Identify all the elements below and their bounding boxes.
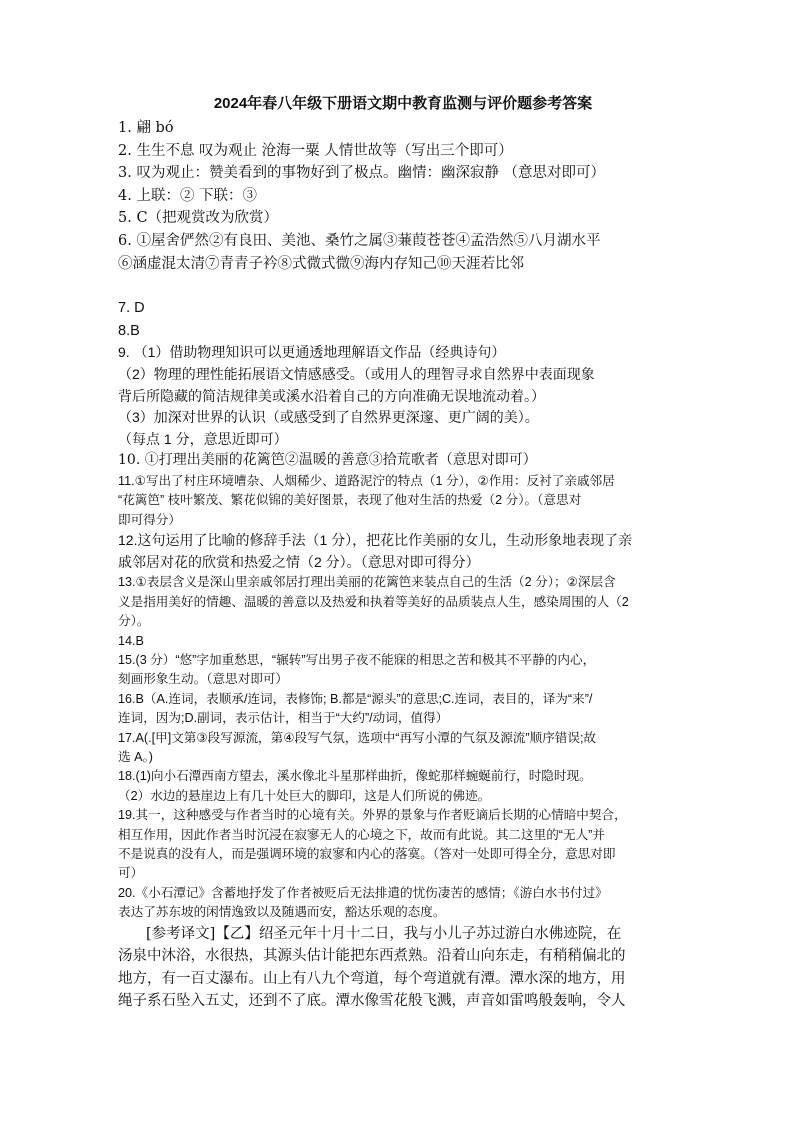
answer-4: 4. 上联：② 下联：③: [118, 187, 258, 204]
answer-18-line-1: 18.(1)向小石潭西南方望去，溪水像北斗星那样曲折，像蛇那样蜿蜒前行，时隐时现。: [118, 769, 592, 784]
answer-13-line-2: 义是指用美好的情趣、温暖的善意以及热爱和执着等美好的品质装点人生，感染周围的人（2: [118, 594, 629, 609]
answer-9-line-3: 背后所隐藏的简洁规律美或溪水沿着自己的方向准确无误地流动着。）: [118, 387, 545, 404]
translation-line-1: [参考译文]【乙】绍圣元年十月十二日，我与小儿子苏过游白水佛迹院，在: [146, 925, 622, 942]
answer-17-line-2: 选 A。): [118, 749, 153, 764]
answer-19-line-3: 不是说真的没有人，而是强调环境的寂寥和内心的落寞。（答对一处即可得全分，意思对即: [118, 847, 616, 861]
answer-7: 7. D: [118, 300, 145, 317]
answer-15-line-1: 15.(3 分）“悠”字加重愁思，“辗转”写出男子夜不能寐的相思之苦和极其不平静的内心，: [118, 652, 596, 667]
answer-11-line-2: “花篱笆” 枝叶繁茂、繁花似锦的美好图景，表现了他对生活的热爱（2 分）。（意思对: [118, 493, 582, 508]
answer-9-line-1: 9. （1）借助物理知识可以更通透地理解语文作品（经典诗句）: [118, 344, 506, 361]
answer-14: 14.B: [118, 633, 144, 648]
translation-line-4: 绳子系石坠入五丈，还到不了底。潭水像雪花般飞溅，声音如雷鸣般轰响，令人: [118, 993, 626, 1010]
answer-8: 8.B: [118, 322, 140, 339]
translation-line-2: 汤泉中沐浴，水很热，其源头估计能把东西煮熟。沿着山向东走，有稍稍偏北的: [118, 948, 626, 965]
answer-20-line-1: 20.《小石潭记》含蓄地抒发了作者被贬后无法排遣的忧伤凄苦的感情；《游白水书付过》: [118, 885, 608, 900]
answer-1: 1. 翩 bó: [118, 120, 174, 136]
answer-18-line-2: （2）水边的悬崖边上有几十处巨大的脚印，这是人们所说的佛迹。: [118, 788, 491, 803]
document-title: 2024年春八年级下册语文期中教育监测与评价题参考答案: [213, 95, 593, 112]
answer-2: 2. 生生不息 叹为观止 沧海一粟 人情世故等（写出三个即可）: [118, 142, 513, 159]
answer-document: [118, 93, 678, 1013]
answer-3: 3. 叹为观止：赞美看到的事物好到了极点。幽情：幽深寂静 （意思对即可）: [118, 165, 606, 182]
blank-gap: [118, 275, 678, 297]
answer-10: 10. ①打理出美丽的花篱笆②温暖的善意③拾荒歌者（意思对即可）: [118, 452, 537, 469]
answer-12-line-2: 戚邻居对花的欣赏和热爱之情（2 分）。（意思对即可得分）: [118, 553, 480, 570]
answer-16-line-2: 连词，因为;D.副词，表示估计，相当于“大约”/动词，值得）: [118, 711, 449, 726]
answer-9-line-2: （2）物理的理性能拓展语文情感感受。（或用人的理智寻求自然界中表面现象: [118, 365, 595, 382]
answer-11-line-1: 11.①写出了村庄环境嘈杂、人烟稀少、道路泥泞的特点（1 分），②作用：反衬了亲戚邻居: [118, 473, 615, 488]
answer-19-line-1: 19.其一，这种感受与作者当时的心境有关。外界的景象与作者贬谪后长期的心情暗中契合，: [118, 808, 627, 823]
answer-9-line-4: （3）加深对世界的认识（或感受到了自然界更深邃、更广阔的美）。: [118, 409, 539, 426]
answer-11-line-3: 即可得分）: [118, 512, 181, 527]
answer-12-line-1: 12.这句运用了比喻的修辞手法（1 分），把花比作美丽的女儿，生动形象地表现了亲: [118, 532, 633, 549]
answer-19-line-2: 相互作用，因此作者当时沉浸在寂寥无人的心境之下，故而有此说。其二这里的“无人”并: [118, 827, 605, 842]
answer-20-line-2: 表达了苏东坡的闲情逸致以及随遇而安，豁达乐观的态度。: [118, 905, 446, 920]
answer-19-line-4: 可）: [118, 866, 144, 881]
answer-6-line-2: ⑥涵虚混太清⑦青青子衿⑧式微式微⑨海内存知己⑩天涯若比邻: [118, 255, 524, 272]
answer-15-line-2: 刻画形象生动。（意思对即可）: [118, 672, 289, 687]
answer-13-line-1: 13.①表层含义是深山里亲戚邻居打理出美丽的花篱笆来装点自己的生活（2 分）；②深层含: [118, 575, 616, 590]
translation-line-3: 地方，有一百丈瀑布。山上有八九个弯道，每个弯道就有潭。潭水深的地方，用: [118, 970, 626, 987]
answer-16-line-1: 16.B（A.连词，表顺承/连词，表修饰; B.都是“源头”的意思;C.连词，表目的，译为“来”/: [118, 691, 593, 706]
answer-5: 5. C（把观赏改为欣赏）: [118, 210, 279, 227]
answer-6-line-1: 6. ①屋舍俨然②有良田、美池、桑竹之属③蒹葭苍苍④孟浩然⑤八月湖水平: [118, 232, 601, 249]
answer-17-line-1: 17.A(.[甲]文第③段写源流，第④段写气氛，选项中“再写小潭的气氛及源流”顺序错误;故: [118, 730, 597, 745]
answer-13-line-3: 分）。: [118, 614, 150, 629]
answer-9-line-5: （每点 1 分，意思近即可）: [118, 430, 288, 447]
